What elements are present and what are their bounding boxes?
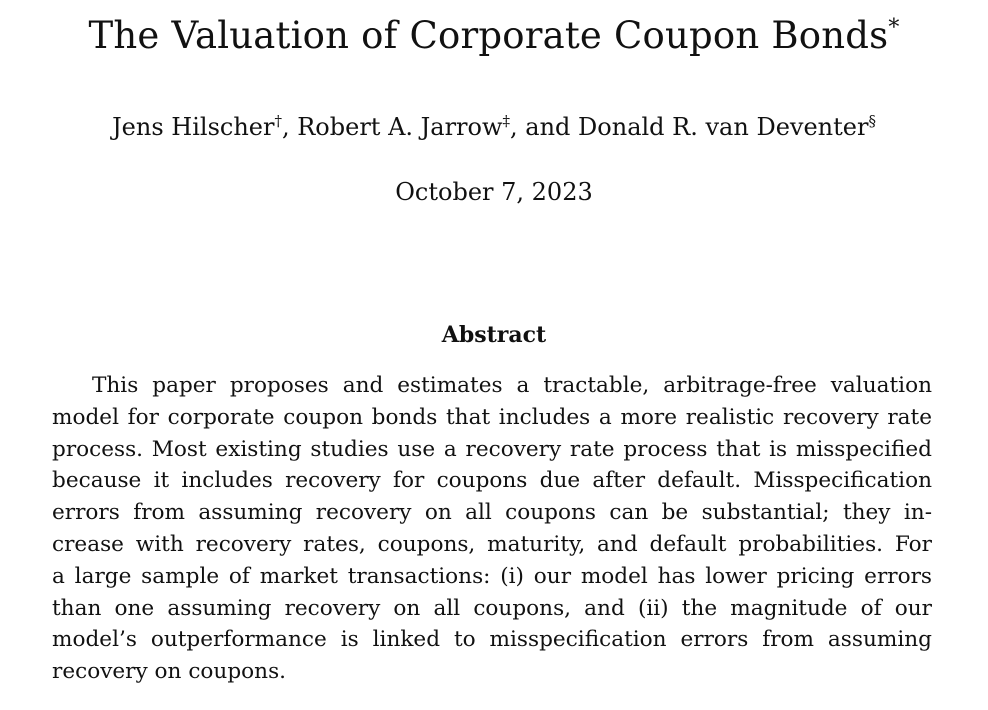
author-list: [0, 113, 988, 141]
author-footnote-mark: †: [274, 112, 282, 130]
author-name: Jens Hilscher: [112, 113, 275, 141]
author-footnote-mark: ‡: [502, 112, 511, 130]
abstract-line: errors from assuming recovery on all coupons can be substantial; they in-: [52, 500, 932, 526]
paper-date: October 7, 2023: [395, 178, 593, 206]
abstract-line: model for corporate coupon bonds that includes a more realistic recovery rate: [52, 404, 932, 430]
abstract-line: model’s outperformance is linked to misspecification errors from assuming: [52, 627, 932, 653]
author-name: Robert A. Jarrow: [297, 113, 503, 141]
author-separator: ,: [281, 113, 298, 141]
author-separator: , and: [510, 113, 579, 141]
paper-title-text: The Valuation of Corporate Coupon Bonds: [88, 14, 889, 57]
abstract-line: process. Most existing studies use a recovery rate process that is misspecified: [52, 436, 932, 462]
abstract-line: crease with recovery rates, coupons, maturity, and default probabilities. For: [52, 531, 932, 557]
abstract-heading: Abstract: [441, 322, 547, 348]
abstract-line: This paper proposes and estimates a tractable, arbitrage-free valuation: [92, 373, 932, 398]
abstract-line: a large sample of market transactions: (i) our model has lower pricing errors: [52, 563, 932, 589]
abstract-line: recovery on coupons.: [52, 659, 287, 685]
abstract-line: because it includes recovery for coupons due after default. Misspecification: [52, 468, 932, 494]
abstract-line: than one assuming recovery on all coupons, and (ii) the magnitude of our: [52, 595, 932, 621]
author-name: Donald R. van Deventer: [578, 113, 869, 141]
abstract-body: [52, 370, 932, 688]
title-footnote-mark: *: [888, 15, 900, 41]
paper-title: [0, 14, 988, 57]
author-footnote-mark: §: [868, 112, 876, 130]
